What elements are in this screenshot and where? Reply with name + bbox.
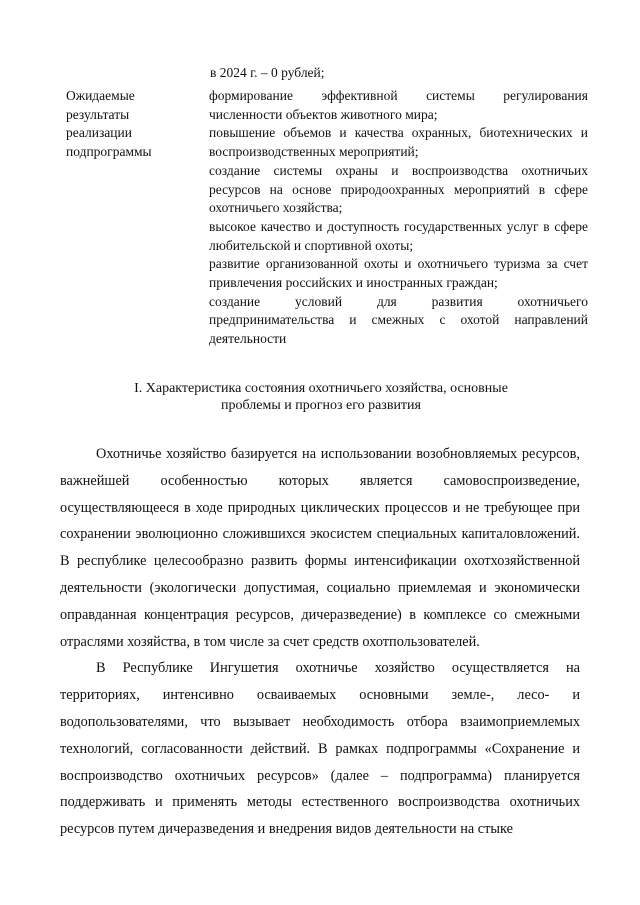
paragraph: В Республике Ингушетия охотничье хозяйство осуществляется на территориях, интенсивно осваиваемых основными земле-, лесо- и водопользователями, что вызывает необходимость отбора взаимоприемлемых технологий, согласованности действий. В рамках подпрограммы «Сохранение и воспроизводство охотничьих ресурсов» (далее – подпрограмма) планируется поддерживать и применять методы естественного воспроизводства охотничьих ресурсов путем дичеразведения и внедрения видов деятельности на стыке <box>60 660 580 838</box>
body-text <box>60 441 580 843</box>
expected-result-item: повышение объемов и качества охранных, биотехнических и воспроизводственных мероприятий; <box>209 125 588 160</box>
passport-row-value <box>209 87 588 349</box>
expected-result-item: создание условий для развития охотничьего предпринимательства и смежных с охотой направлений деятельности <box>209 293 588 347</box>
section-heading-line-1: I. Характеристика состояния охотничьего хозяйства, основные <box>134 381 508 396</box>
expected-result-item: развитие организованной охоты и охотничьего туризма за счет привлечения российских и иностранных граждан; <box>209 256 588 291</box>
section-heading <box>96 380 546 414</box>
expected-result-item: формирование эффективной системы регулирования численности объектов животного мира; <box>209 88 588 122</box>
passport-row-label: Ожидаемые результаты реализации подпрограммы <box>66 88 152 160</box>
expected-result-item: высокое качество и доступность государственных услуг в сфере любительской и спортивной охоты; <box>209 218 588 253</box>
expected-result-item: создание системы охраны и воспроизводства охотничьих ресурсов на основе природоохранных мероприятий в сфере охотничьего хозяйства; <box>209 162 588 216</box>
funding-line-2024: в 2024 г. – 0 рублей; <box>210 65 325 80</box>
paragraph: Охотничье хозяйство базируется на использовании возобновляемых ресурсов, важнейшей особенностью которых является самовоспроизведение, осуществляющееся в ходе природных циклических процессов и не требующее при сохранении эволюционно сложившихся экосистем специальных капиталовложений. В республике целесообразно развить формы интенсификации охотхозяйственной деятельности (экологически допустимая, социально приемлемая и экономически оправданная концентрация ресурсов, дичеразведение) в комплексе со смежными отраслями хозяйства, в том числе за счет средств охотпользователей. <box>60 446 580 650</box>
section-heading-line-2: проблемы и прогноз его развития <box>221 398 421 413</box>
